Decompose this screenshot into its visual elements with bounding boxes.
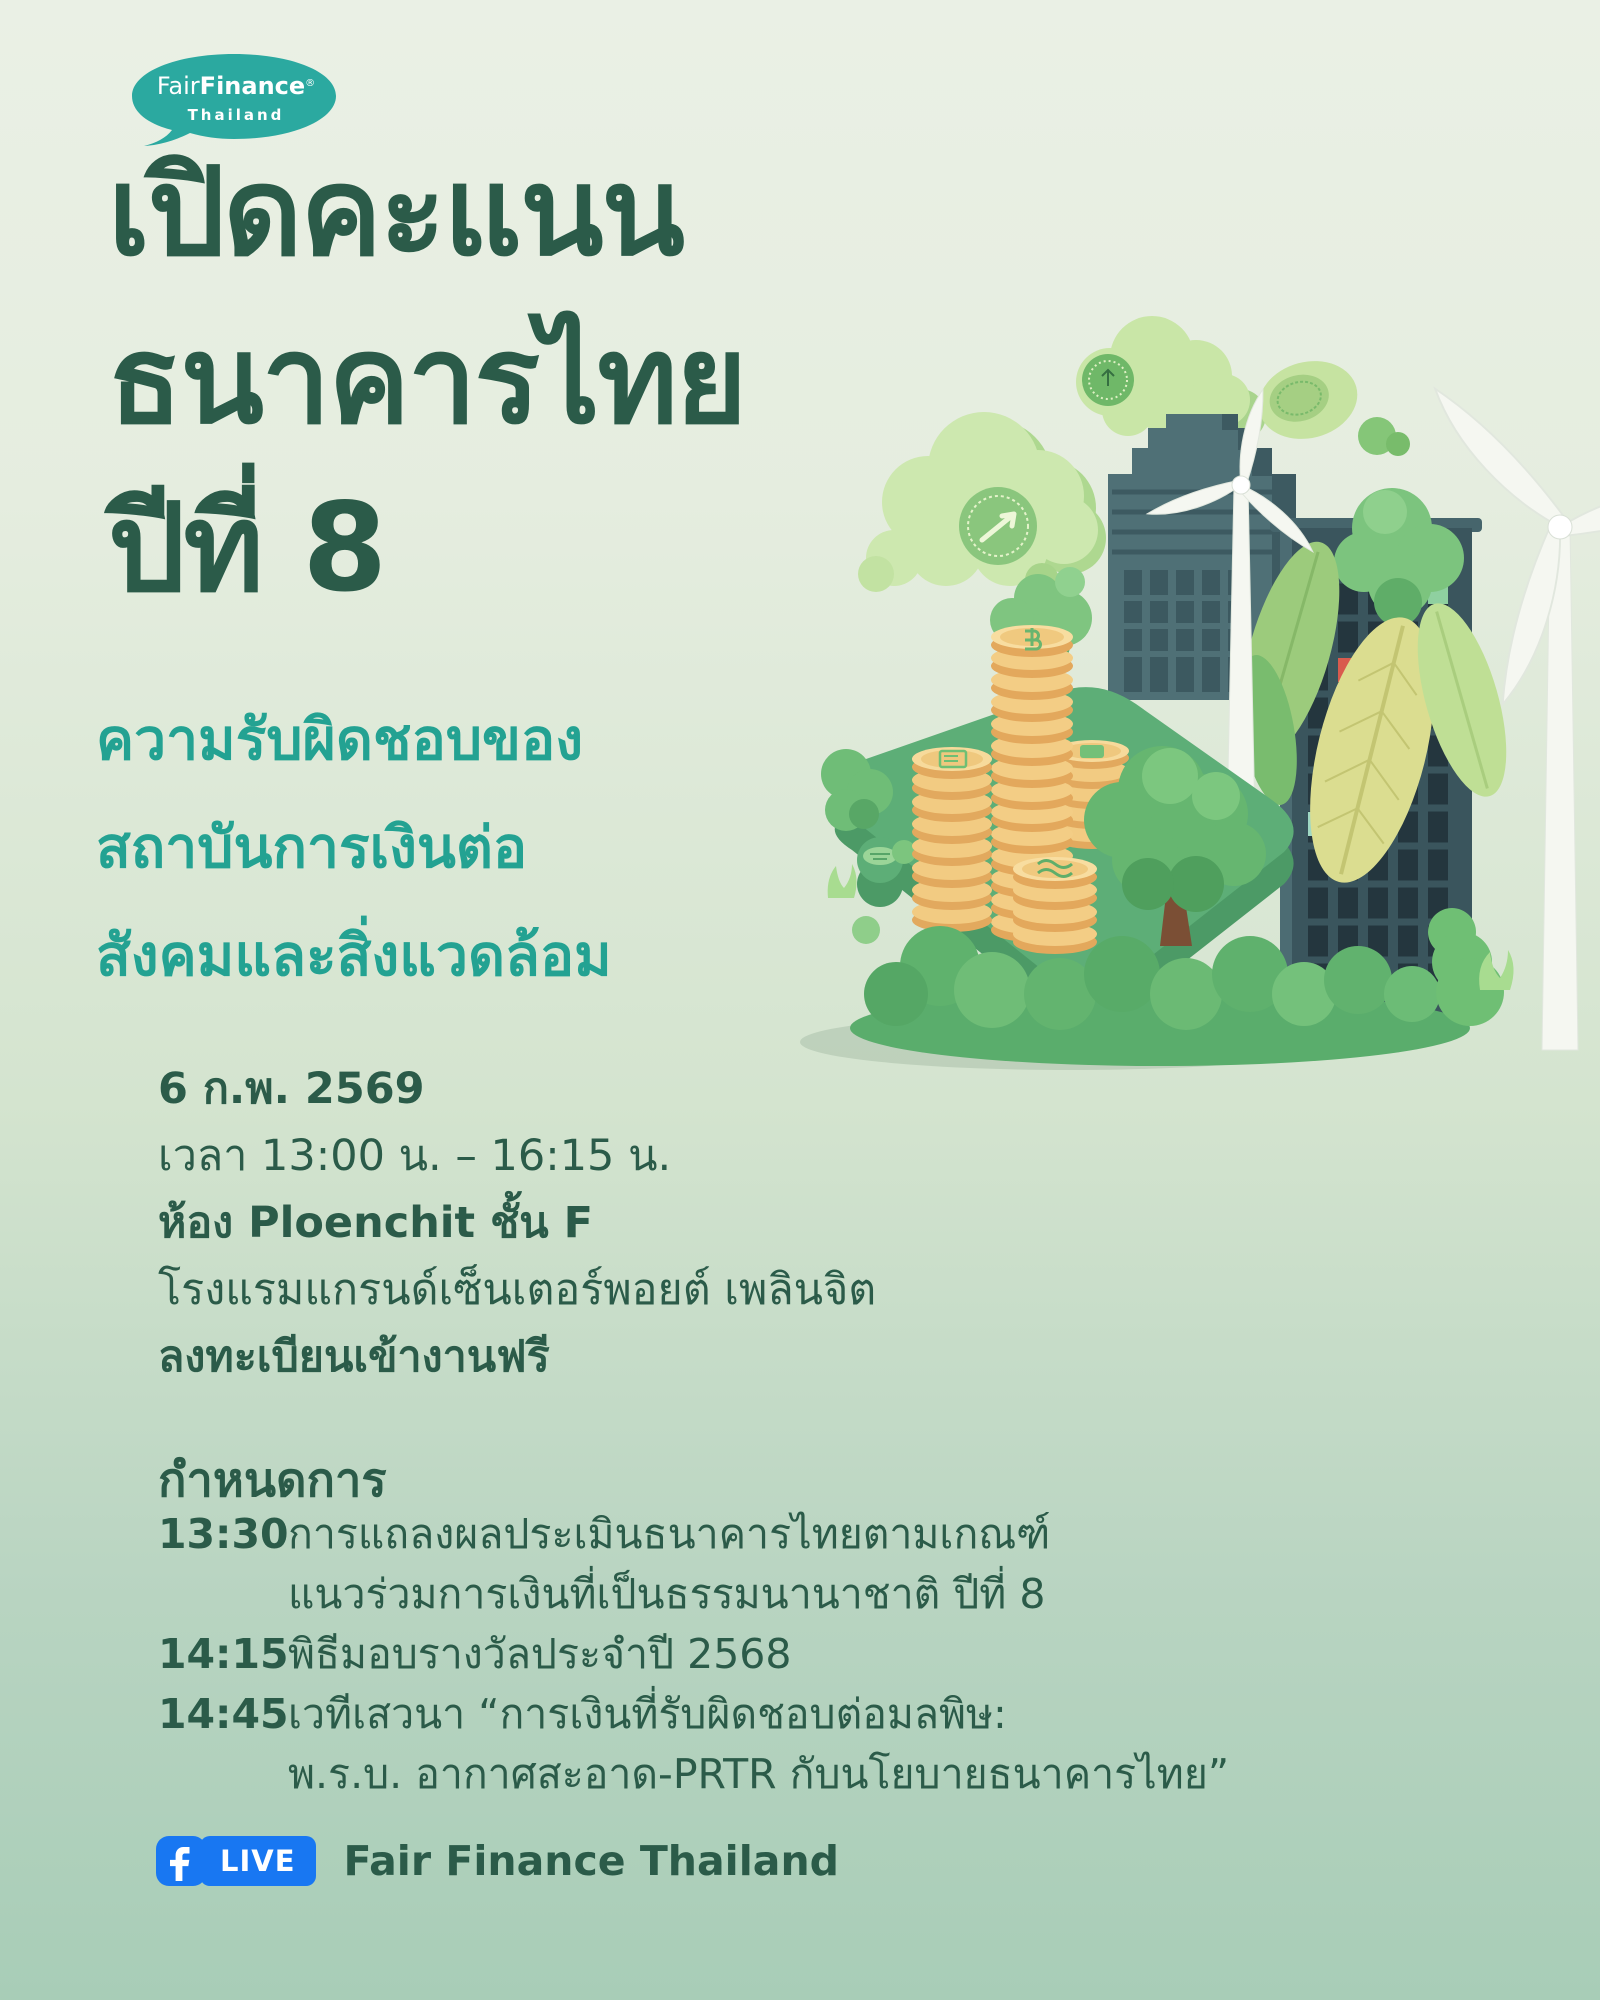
event-room: ห้อง Ploenchit ชั้น F bbox=[158, 1198, 593, 1248]
agenda-list bbox=[158, 1504, 1229, 1804]
event-venue: โรงแรมแกรนด์เซ็นเตอร์พอยต์ เพลินจิต bbox=[158, 1265, 877, 1315]
agenda-text bbox=[288, 1624, 1229, 1684]
event-time: เวลา 13:00 น. – 16:15 น. bbox=[158, 1131, 672, 1181]
subtitle-line-2: สถาบันการเงินต่อ bbox=[96, 815, 528, 881]
agenda-item bbox=[158, 1504, 1229, 1624]
agenda-text-line: แนวร่วมการเงินที่เป็นธรรมนานาชาติ ปีที่ 8 bbox=[288, 1570, 1046, 1618]
agenda-text-line: พิธีมอบรางวัลประจำปี 2568 bbox=[288, 1630, 792, 1678]
agenda-time: 14:45 bbox=[158, 1690, 289, 1738]
event-details bbox=[158, 1056, 876, 1391]
subtitle-line-1: ความรับผิดชอบของ bbox=[96, 707, 584, 773]
title-line-2: ธนาคารไทย bbox=[108, 309, 746, 451]
agenda-text-line: พ.ร.บ. อากาศสะอาด-PRTR กับนโยบายธนาคารไทย” bbox=[288, 1750, 1230, 1798]
event-date: 6 ก.พ. 2569 bbox=[158, 1064, 425, 1114]
agenda-text-line: การแถลงผลประเมินธนาคารไทยตามเกณฑ์ bbox=[288, 1510, 1051, 1558]
coin-stack-icon bbox=[1013, 857, 1097, 954]
facebook-page-name: Fair Finance Thailand bbox=[343, 1837, 839, 1885]
eco-finance-illustration bbox=[640, 230, 1600, 1080]
registration-note: ลงทะเบียนเข้างานฟรี bbox=[158, 1332, 550, 1382]
title-line-3: ปีที่ 8 bbox=[108, 477, 386, 619]
logo-country-line: Thailand bbox=[187, 106, 285, 124]
live-badge: LIVE bbox=[200, 1836, 316, 1886]
logo-brand-line: FairFinance® bbox=[156, 72, 316, 100]
agenda-text bbox=[288, 1504, 1229, 1624]
agenda-item bbox=[158, 1684, 1229, 1804]
facebook-icon bbox=[156, 1836, 206, 1886]
agenda-time: 13:30 bbox=[158, 1510, 289, 1558]
facebook-live-row bbox=[156, 1836, 839, 1886]
title-line-1: เปิดคะแนน bbox=[108, 141, 683, 283]
agenda-time: 14:15 bbox=[158, 1630, 289, 1678]
subtitle bbox=[96, 686, 612, 1010]
agenda-item bbox=[158, 1624, 1229, 1684]
subtitle-line-3: สังคมและสิ่งแวดล้อม bbox=[96, 923, 612, 989]
agenda-text-line: เวทีเสวนา “การเงินที่รับผิดชอบต่อมลพิษ: bbox=[288, 1690, 1007, 1738]
coin-stack-icon bbox=[912, 747, 992, 932]
agenda-heading: กำหนดการ bbox=[158, 1453, 387, 1508]
agenda-text bbox=[288, 1684, 1229, 1804]
